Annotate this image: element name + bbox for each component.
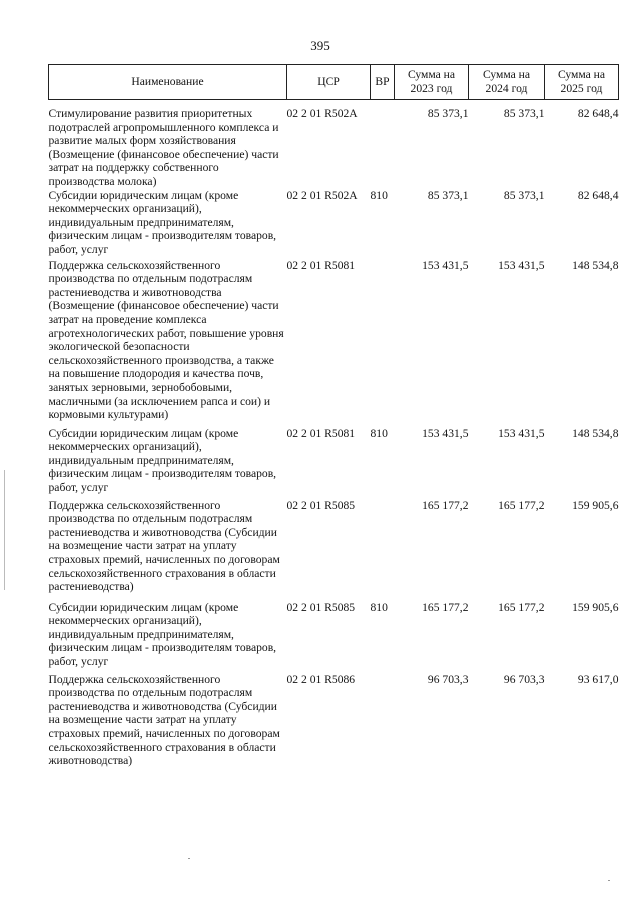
row-vr: 810: [370, 188, 388, 202]
row-name: Поддержка сельскохозяйственного производства по отдельным подотраслям растениеводства и животноводства (Возмещение (финансовое обеспечение) части затрат на проведение комплекса агротехнологических работ, повышение уровня экологической безопасности сельскохозяйственного производства, а также на повышение плодородия и качества почв, занятых зерновыми, зернобобовыми, масличными (за исключением рапса и сои) и кормовыми культурами): [48, 258, 284, 422]
row-sum-2024: 153 431,5: [498, 258, 545, 272]
row-sum-2025: 159 905,6: [572, 600, 619, 614]
row-sum-2025: 82 648,4: [577, 188, 619, 202]
page-number: 395: [310, 38, 330, 53]
row-sum-2023: 165 177,2: [422, 600, 469, 614]
row-sum-2025: 82 648,4: [577, 107, 619, 120]
header-sum-2024: Сумма на 2024 год: [469, 65, 545, 100]
row-sum-2024: 85 373,1: [503, 188, 545, 202]
row-name: Поддержка сельскохозяйственного производства по отдельным подотраслям растениеводства и животноводства (Субсидии на возмещение части затрат на уплату страховых премий, начисленных по договорам сельскохозяйственного страхования в области животноводства): [48, 672, 280, 768]
row-name: Стимулирование развития приоритетных подотраслей агропромышленного комплекса и развитие малых форм хозяйствования (Возмещение (финансовое обеспечение) части затрат на поддержку собственного производства молока): [48, 107, 279, 188]
row-csr: 02 2 01 R5085: [286, 600, 356, 614]
row-vr: [371, 673, 395, 773]
row-sum-2023: 153 431,5: [422, 426, 469, 440]
row-vr: 810: [370, 426, 388, 440]
header-name: Наименование: [49, 65, 287, 100]
row-sum-2023: 96 703,3: [427, 672, 469, 686]
header-csr: ЦСР: [287, 65, 371, 100]
row-vr: [371, 100, 395, 189]
row-sum-2024: 165 177,2: [498, 498, 545, 512]
row-sum-2025: 148 534,8: [572, 426, 619, 440]
row-name: Субсидии юридическим лицам (кроме некоммерческих организаций), индивидуальным предпринимателям, физическим лицам - производителям товаров, работ, услуг: [48, 188, 277, 256]
row-sum-2023: 85 373,1: [427, 188, 469, 202]
scan-speck: [188, 858, 190, 859]
row-csr: 02 2 01 R502A: [286, 107, 358, 120]
row-sum-2024: 165 177,2: [498, 600, 545, 614]
row-csr: 02 2 01 R502A: [286, 188, 358, 202]
scan-edge-mark: [4, 470, 5, 590]
table-row: [49, 601, 619, 673]
header-vr: ВР: [371, 65, 395, 100]
row-csr: 02 2 01 R5081: [286, 258, 356, 272]
row-csr: 02 2 01 R5086: [286, 672, 356, 686]
header-sum-2023: Сумма на 2023 год: [395, 65, 469, 100]
row-sum-2023: 85 373,1: [427, 107, 469, 120]
row-sum-2025: 93 617,0: [577, 672, 619, 686]
scan-speck: [608, 880, 610, 881]
row-sum-2025: 159 905,6: [572, 498, 619, 512]
row-vr: 810: [370, 600, 388, 614]
row-vr: [371, 259, 395, 427]
row-sum-2023: 165 177,2: [422, 498, 469, 512]
row-sum-2024: 85 373,1: [503, 107, 545, 120]
row-name: Субсидии юридическим лицам (кроме некоммерческих организаций), индивидуальным предпринимателям, физическим лицам - производителям товаров, работ, услуг: [48, 426, 277, 494]
row-csr: 02 2 01 R5081: [286, 426, 356, 440]
row-sum-2024: 96 703,3: [503, 672, 545, 686]
row-sum-2025: 148 534,8: [572, 258, 619, 272]
row-sum-2024: 153 431,5: [498, 426, 545, 440]
row-vr: [371, 499, 395, 601]
budget-table: [48, 64, 619, 773]
table-header-row: [49, 65, 619, 100]
table-row: [49, 259, 619, 427]
table-row: [49, 427, 619, 499]
row-csr: 02 2 01 R5085: [286, 498, 356, 512]
row-sum-2023: 153 431,5: [422, 258, 469, 272]
table-row: [49, 673, 619, 773]
table-row: [49, 499, 619, 601]
table-row: [49, 100, 619, 189]
table-row: [49, 189, 619, 259]
row-name: Поддержка сельскохозяйственного производства по отдельным подотраслям растениеводства и животноводства (Субсидии на возмещение части затрат на уплату страховых премий, начисленных по договорам сельскохозяйственного страхования в области растениеводства): [48, 498, 280, 594]
header-sum-2025: Сумма на 2025 год: [545, 65, 619, 100]
row-name: Субсидии юридическим лицам (кроме некоммерческих организаций), индивидуальным предпринимателям, физическим лицам - производителям товаров, работ, услуг: [48, 600, 277, 668]
